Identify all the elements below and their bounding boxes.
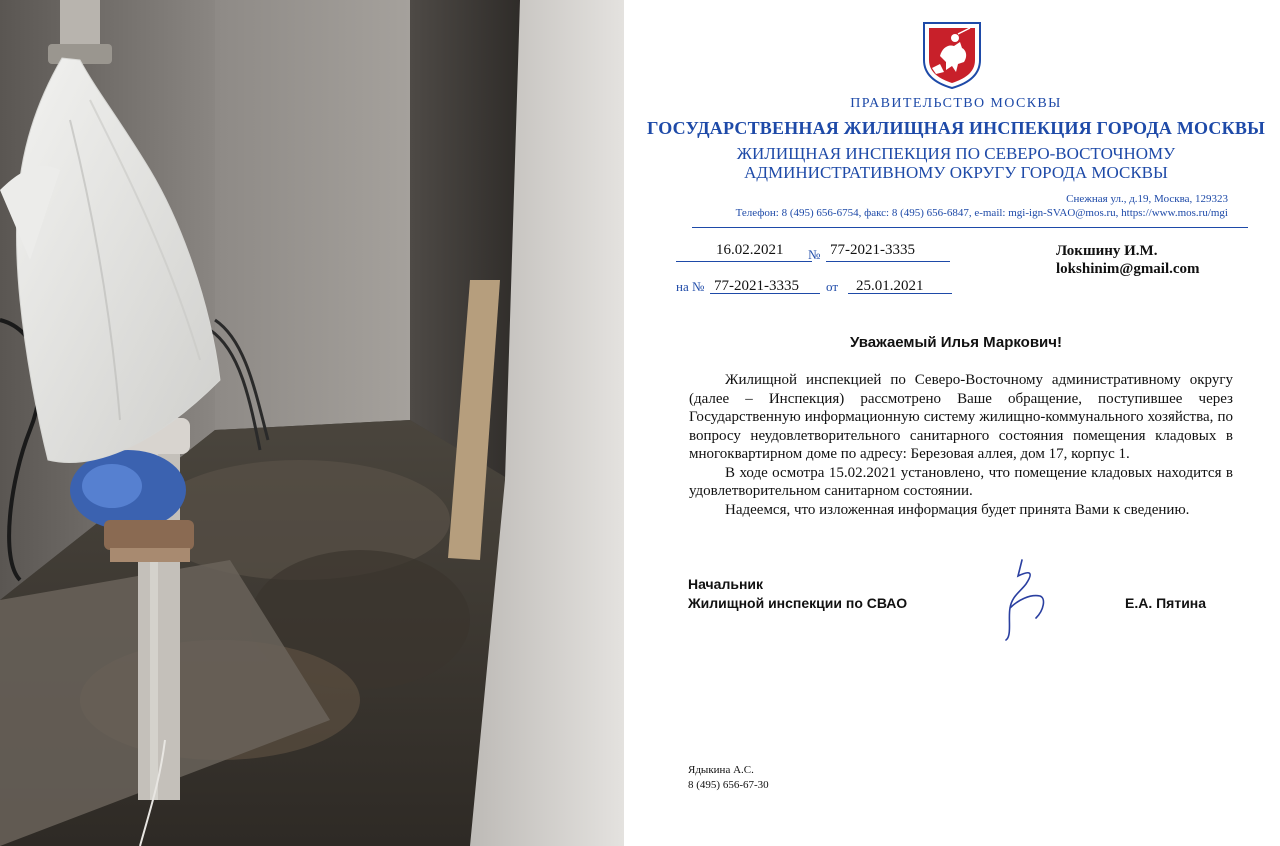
reference-number: 77-2021-3335	[714, 278, 799, 294]
storage-room-photo	[0, 0, 624, 846]
letterhead-rule	[692, 227, 1248, 228]
reference-date-label: от	[826, 279, 839, 294]
letter-date: 16.02.2021	[716, 242, 784, 258]
greeting: Уважаемый Илья Маркович!	[850, 334, 1062, 351]
reference-label: на №	[676, 279, 705, 294]
signatory-title: Начальник	[688, 576, 764, 592]
number-underline	[826, 261, 950, 262]
image-divider	[624, 0, 632, 846]
signatory-department: Жилищной инспекции по СВАО	[688, 595, 908, 611]
moscow-coat-of-arms-icon	[920, 20, 984, 90]
paragraph-2: В ходе осмотра 15.02.2021 установлено, что помещение кладовых находится в удовлетворительном санитарном состоянии.	[689, 464, 1233, 499]
letter-body	[689, 371, 1233, 519]
official-letter	[632, 0, 1280, 846]
department-line-1: ЖИЛИЩНАЯ ИНСПЕКЦИЯ ПО СЕВЕРО-ВОСТОЧНОМУ	[736, 144, 1176, 163]
number-label: №	[808, 247, 821, 262]
office-contacts: Телефон: 8 (495) 656-6754, факс: 8 (495) 656-6847, e-mail: mgi-ign-SVAO@mos.ru, https://www.mos.ru/mgi	[735, 207, 1228, 219]
executor-phone: 8 (495) 656-67-30	[688, 779, 769, 791]
reference-date: 25.01.2021	[856, 278, 924, 294]
paragraph-3: Надеемся, что изложенная информация будет принята Вами к сведению.	[725, 501, 1190, 518]
date-underline	[676, 261, 812, 262]
office-address: Снежная ул., д.19, Москва, 129323	[1066, 193, 1228, 205]
reference-date-underline	[848, 293, 952, 294]
recipient-email: lokshinim@gmail.com	[1056, 261, 1200, 277]
department-line-2: АДМИНИСТРАТИВНОМУ ОКРУГУ ГОРОДА МОСКВЫ	[744, 163, 1168, 182]
reference-underline	[710, 293, 820, 294]
government-heading: ПРАВИТЕЛЬСТВО МОСКВЫ	[850, 96, 1062, 111]
inspection-heading: ГОСУДАРСТВЕННАЯ ЖИЛИЩНАЯ ИНСПЕКЦИЯ ГОРОДА МОСКВЫ	[647, 118, 1265, 138]
letter-number: 77-2021-3335	[830, 242, 915, 258]
executor-name: Ядыкина А.С.	[688, 764, 754, 776]
handwritten-signature	[1000, 556, 1052, 642]
photo-illustration	[0, 0, 624, 846]
signatory-name: Е.А. Пятина	[1125, 595, 1207, 611]
recipient-name: Локшину И.М.	[1056, 243, 1158, 259]
paragraph-1: Жилищной инспекцией по Северо-Восточному административному округу (далее – Инспекция) рассмотрено Ваше обращение, поступившее через Государственную информационную систему жилищно-коммунального хозяйства, по вопросу неудовлетворительного санитарного состояния помещения кладовых в многоквартирном доме по адресу: Березовая аллея, дом 17, корпус 1.	[689, 372, 1233, 462]
back-wall	[215, 0, 410, 430]
